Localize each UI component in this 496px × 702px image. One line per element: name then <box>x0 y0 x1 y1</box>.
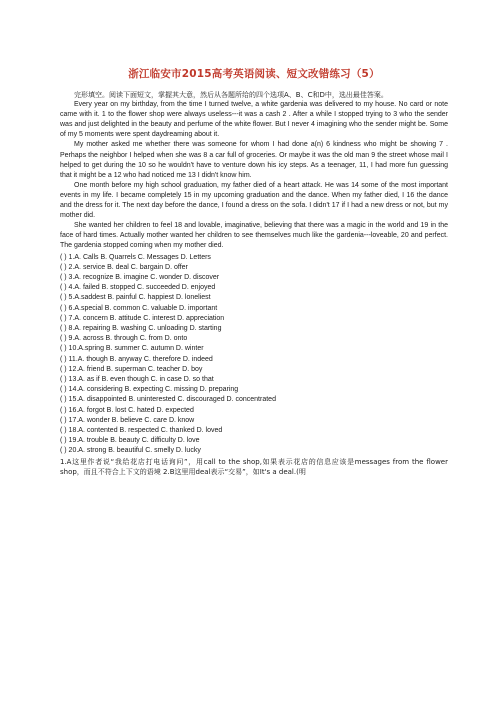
question-item: ( ) 4.A. failed B. stopped C. succeeded D. enjoyed <box>60 284 216 292</box>
question-item: ( ) 7.A. concern B. attitude C. interest D. appreciation <box>60 314 225 322</box>
question-item: ( ) 6.A.special B. common C. valuable D. important <box>60 304 218 312</box>
question-item: ( ) 5.A.saddest B. painful C. happiest D. loneliest <box>60 294 211 302</box>
question-item: ( ) 11.A. though B. anyway C. therefore D. indeed <box>60 355 213 363</box>
question-item: ( ) 8.A. repairing B. washing C. unloading D. starting <box>60 324 222 332</box>
question-item: ( ) 9.A. across B. through C. from D. onto <box>60 335 188 343</box>
answer-explanation: 1.A这里作者说“我给花店打电话询问”，用call to the shop,如果表示花店的信息应该是messages from the flower shop，而且不符合上下文的语境 2.B这里用deal表示“交易”，如It's a deal.(明 <box>60 457 448 476</box>
question-item: ( ) 13.A. as if B. even though C. in case D. so that <box>60 375 214 383</box>
question-item: ( ) 17.A. wonder B. believe C. care D. know <box>60 416 195 424</box>
passage-paragraph-1: Every year on my birthday, from the time I turned twelve, a white gardenia was delivered to my house. No card or note came with it. 1 to the flower shop were always useless---it was a cash 2 . After a while I stopped trying to 3 who the sender was and just delighted in the beauty and perfume of the white flower. But I never 4 imagining who the sender might be. Some of my 5 moments were spent daydreaming about it. <box>60 101 448 139</box>
document-title: 浙江临安市2015高考英语阅读、短文改错练习（5） <box>128 68 380 80</box>
question-item: ( ) 14.A. considering B. expecting C. missing D. preparing <box>60 386 239 394</box>
question-item: ( ) 15.A. disappointed B. uninterested C. discouraged D. concentrated <box>60 396 276 404</box>
question-item: ( ) 18.A. contented B. respected C. thanked D. loved <box>60 426 223 434</box>
passage-paragraph-4: She wanted her children to feel 18 and lovable, imaginative, believing that there was a magic in the world and 19 in the face of hard times. Actually mother wanted her children to see themselves much like the gardenia---loveable, 20 and perfect. The gardenia stopped coming when my mother died. <box>60 222 448 250</box>
instructions-text: 完形填空。阅读下面短文，掌握其大意，然后从各题所给的四个选项A、B、C和D中，选出最佳答案。 <box>74 91 388 99</box>
question-item: ( ) 3.A. recognize B. imagine C. wonder D. discover <box>60 273 220 281</box>
passage-paragraph-2: My mother asked me whether there was someone for whom I had done a(n) 6 kindness who might be showing 7 . Perhaps the neighbor I helped when she was 8 a car full of groceries. Or maybe it was the old man 9 the street whose mail I helped to get during the 10 so he wouldn't have to venture down his icy steps. As a teenager, 11, I had more fun guessing that it might be a 12 who had noticed me 13 I didn't know him. <box>60 141 448 179</box>
question-item: ( ) 1.A. Calls B. Quarrels C. Messages D. Letters <box>60 253 211 261</box>
question-item: ( ) 2.A. service B. deal C. bargain D. offer <box>60 263 188 271</box>
question-list <box>60 253 448 457</box>
question-item: ( ) 19.A. trouble B. beauty C. difficulty D. love <box>60 437 200 445</box>
question-item: ( ) 16.A. forgot B. lost C. hated D. expected <box>60 406 194 414</box>
question-item: ( ) 10.A.spring B. summer C. autumn D. winter <box>60 345 204 353</box>
passage-paragraph-3: One month before my high school graduation, my father died of a heart attack. He was 14 some of the most important events in my life. I became completely 15 in my upcoming graduation and the dance. When my father died, I 16 the dance and the dress for it. The next day before the dance, I found a dress on the sofa. I didn't 17 if I had a new dress or not, but my mother did. <box>60 181 448 220</box>
question-item: ( ) 12.A. friend B. superman C. teacher D. boy <box>60 365 203 373</box>
question-item: ( ) 20.A. strong B. beautiful C. smelly D. lucky <box>60 447 201 455</box>
